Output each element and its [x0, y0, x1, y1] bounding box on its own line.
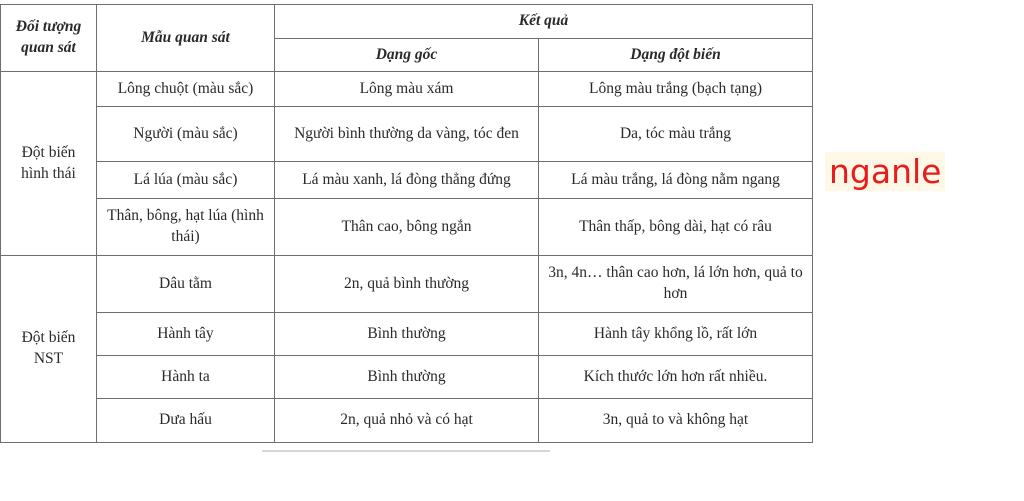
table-row	[1, 256, 813, 313]
divider	[262, 450, 550, 452]
header-mutant: Dạng đột biến	[539, 39, 813, 72]
sample-cell: Thân, bông, hạt lúa (hình thái)	[97, 199, 275, 256]
table-row	[1, 107, 813, 162]
group-label: Đột biến hình thái	[1, 72, 97, 256]
table-row	[1, 162, 813, 199]
original-cell: 2n, quả bình thường	[275, 256, 539, 313]
original-cell: Lá màu xanh, lá đòng thẳng đứng	[275, 162, 539, 199]
table-row	[1, 313, 813, 356]
header-original: Dạng gốc	[275, 39, 539, 72]
original-cell: Người bình thường da vàng, tóc đen	[275, 107, 539, 162]
sample-cell: Lông chuột (màu sắc)	[97, 72, 275, 107]
sample-cell: Dâu tằm	[97, 256, 275, 313]
mutant-cell: Lông màu trắng (bạch tạng)	[539, 72, 813, 107]
sample-cell: Dưa hấu	[97, 399, 275, 443]
mutant-cell: Lá màu trắng, lá đòng nằm ngang	[539, 162, 813, 199]
mutant-cell: Hành tây khổng lồ, rất lớn	[539, 313, 813, 356]
sample-cell: Hành tây	[97, 313, 275, 356]
group-label: Đột biến NST	[1, 256, 97, 443]
mutant-cell: Thân thấp, bông dài, hạt có râu	[539, 199, 813, 256]
table-row	[1, 356, 813, 399]
original-cell: Bình thường	[275, 356, 539, 399]
original-cell: Bình thường	[275, 313, 539, 356]
sample-cell: Hành ta	[97, 356, 275, 399]
original-cell: 2n, quả nhỏ và có hạt	[275, 399, 539, 443]
header-sample: Mẫu quan sát	[97, 5, 275, 72]
header-subject: Đối tượng quan sát	[1, 5, 97, 72]
table-row	[1, 399, 813, 443]
table-row	[1, 199, 813, 256]
header-result: Kết quả	[275, 5, 813, 39]
sample-cell: Người (màu sắc)	[97, 107, 275, 162]
mutant-cell: 3n, 4n… thân cao hơn, lá lớn hơn, quả to hơn	[539, 256, 813, 313]
mutant-cell: Kích thước lớn hơn rất nhiều.	[539, 356, 813, 399]
original-cell: Thân cao, bông ngắn	[275, 199, 539, 256]
mutant-cell: Da, tóc màu trắng	[539, 107, 813, 162]
mutant-cell: 3n, quả to và không hạt	[539, 399, 813, 443]
original-cell: Lông màu xám	[275, 72, 539, 107]
sample-cell: Lá lúa (màu sắc)	[97, 162, 275, 199]
watermark-text: nganle	[825, 152, 945, 191]
observation-table	[0, 4, 813, 443]
table-row	[1, 72, 813, 107]
